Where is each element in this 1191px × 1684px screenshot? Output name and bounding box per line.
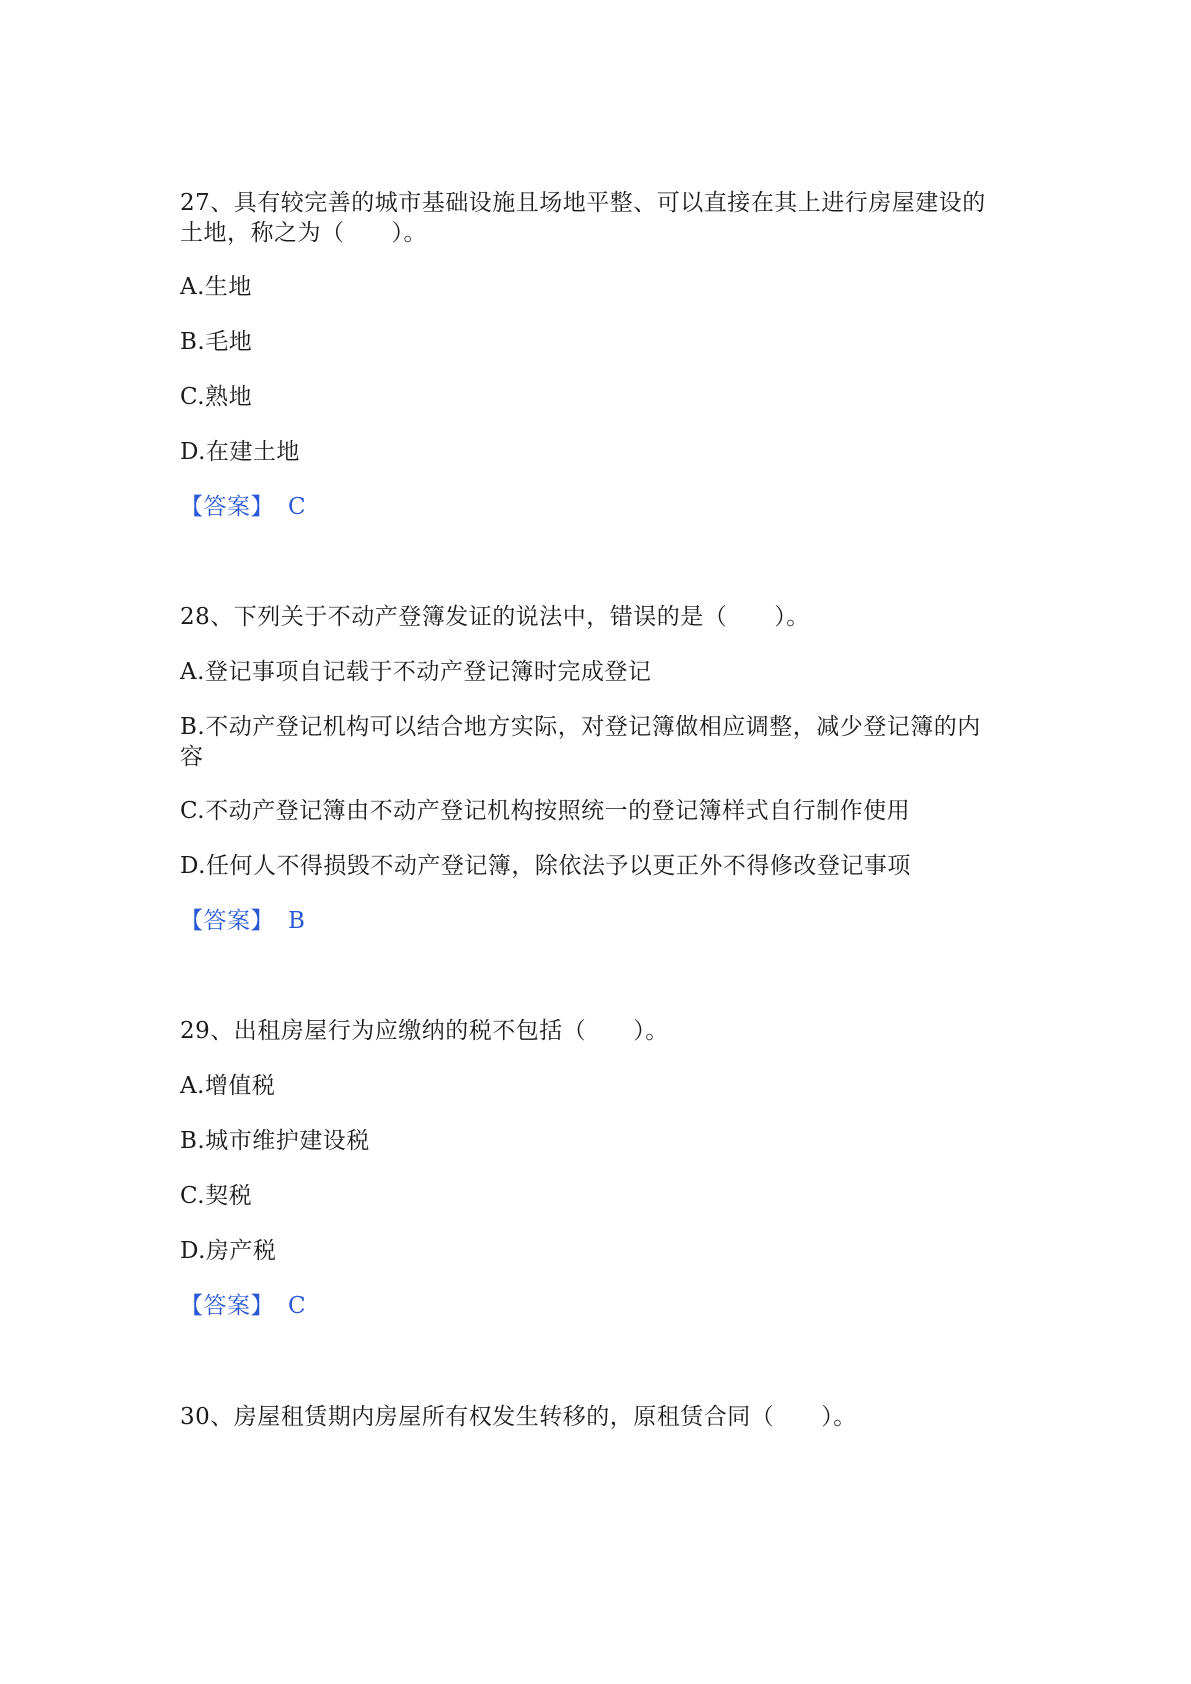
question-29-option-d: D.房产税 [180,1238,277,1264]
question-29-stem-line-1: 29、出租房屋行为应缴纳的税不包括（ ）。 [180,1018,669,1044]
question-29-answer [180,1291,306,1321]
answer-value: C [288,494,307,520]
question-27-option-c: C.熟地 [180,384,253,410]
question-27-stem-line-2: 土地，称之为（ ）。 [180,220,427,246]
question-28-option-b-line-2: 容 [180,744,204,770]
question-28-option-d: D.任何人不得损毁不动产登记簿，除依法予以更正外不得修改登记事项 [180,853,911,879]
answer-label: 【答案】 [180,494,274,520]
question-28-option-c: C.不动产登记簿由不动产登记机构按照统一的登记簿样式自行制作使用 [180,798,911,824]
question-29-option-b: B.城市维护建设税 [180,1128,370,1154]
question-28-stem-line-1: 28、下列关于不动产登簿发证的说法中，错误的是（ ）。 [180,604,810,630]
question-27-option-d: D.在建土地 [180,439,300,465]
question-30-stem-line-1: 30、房屋租赁期内房屋所有权发生转移的，原租赁合同（ ）。 [180,1404,857,1430]
answer-value: C [288,1293,307,1319]
question-27-option-b: B.毛地 [180,329,253,355]
question-27-option-a: A.生地 [180,274,252,300]
question-29-option-c: C.契税 [180,1183,253,1209]
question-27-stem-line-1: 27、具有较完善的城市基础设施且场地平整、可以直接在其上进行房屋建设的 [180,190,986,216]
answer-value: B [288,908,306,934]
question-27-answer [180,492,306,522]
question-29-option-a: A.增值税 [180,1073,276,1099]
question-28-answer [180,906,305,936]
question-28-option-b-line-1: B.不动产登记机构可以结合地方实际，对登记簿做相应调整，减少登记簿的内 [180,714,981,740]
question-28-option-a: A.登记事项自记载于不动产登记簿时完成登记 [180,659,652,685]
answer-label: 【答案】 [180,1293,274,1319]
answer-label: 【答案】 [180,908,274,934]
